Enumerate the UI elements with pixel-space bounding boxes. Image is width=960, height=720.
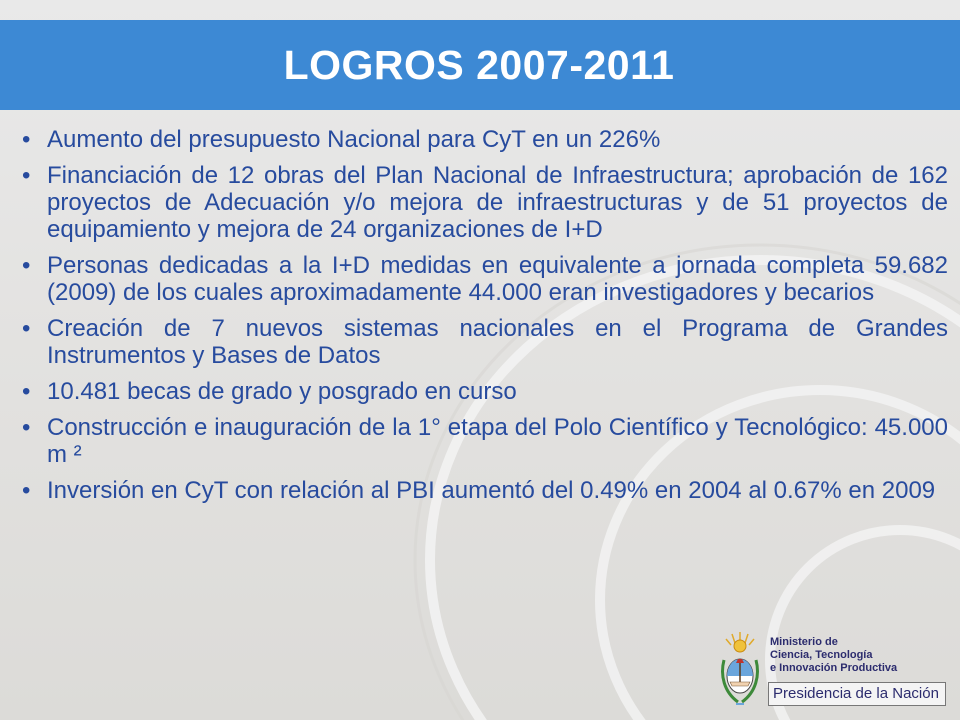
ministry-line: Ciencia, Tecnología: [770, 649, 873, 661]
list-item: [22, 126, 948, 153]
slide-title: LOGROS 2007-2011: [283, 41, 675, 88]
ministry-line: Ministerio de: [770, 636, 838, 648]
bullet-dot: •: [22, 477, 31, 504]
ministry-name: [770, 636, 897, 675]
list-item: [22, 414, 948, 468]
bullet-dot: •: [22, 315, 31, 342]
bullet-dot: •: [22, 252, 31, 279]
bullet-text: Aumento del presupuesto Nacional para CyT en un 226%: [47, 126, 661, 153]
argentina-coat-of-arms-icon: [718, 630, 762, 706]
list-item: [22, 477, 948, 504]
presidencia-label: Presidencia de la Nación: [768, 682, 946, 706]
bullet-text: Personas dedicadas a la I+D medidas en equivalente a jornada completa 59.682 (2009) de los cuales aproximadamente 44.000 eran investigadores y becarios: [47, 252, 948, 306]
list-item: [22, 315, 948, 369]
bullet-list: [22, 126, 948, 513]
bullet-dot: •: [22, 162, 31, 189]
title-bar: [0, 20, 960, 110]
list-item: [22, 162, 948, 243]
list-item: [22, 378, 948, 405]
ministry-logo: [718, 628, 950, 712]
bullet-text: Construcción e inauguración de la 1° etapa del Polo Científico y Tecnológico: 45.000 m ²: [47, 414, 948, 468]
bullet-text: Creación de 7 nuevos sistemas nacionales en el Programa de Grandes Instrumentos y Bases de Datos: [47, 315, 948, 369]
bullet-text: Financiación de 12 obras del Plan Nacional de Infraestructura; aprobación de 162 proyectos de Adecuación y/o mejora de infraestructuras y de 51 proyectos de equipamiento y mejora de 24 organizaciones de I+D: [47, 162, 948, 243]
list-item: [22, 252, 948, 306]
ministry-line: e Innovación Productiva: [770, 662, 898, 674]
bullet-dot: •: [22, 378, 31, 405]
bullet-text: Inversión en CyT con relación al PBI aumentó del 0.49% en 2004 al 0.67% en 2009: [47, 477, 936, 504]
bullet-dot: •: [22, 414, 31, 441]
bullet-dot: •: [22, 126, 31, 153]
bullet-text: 10.481 becas de grado y posgrado en curso: [47, 378, 517, 405]
